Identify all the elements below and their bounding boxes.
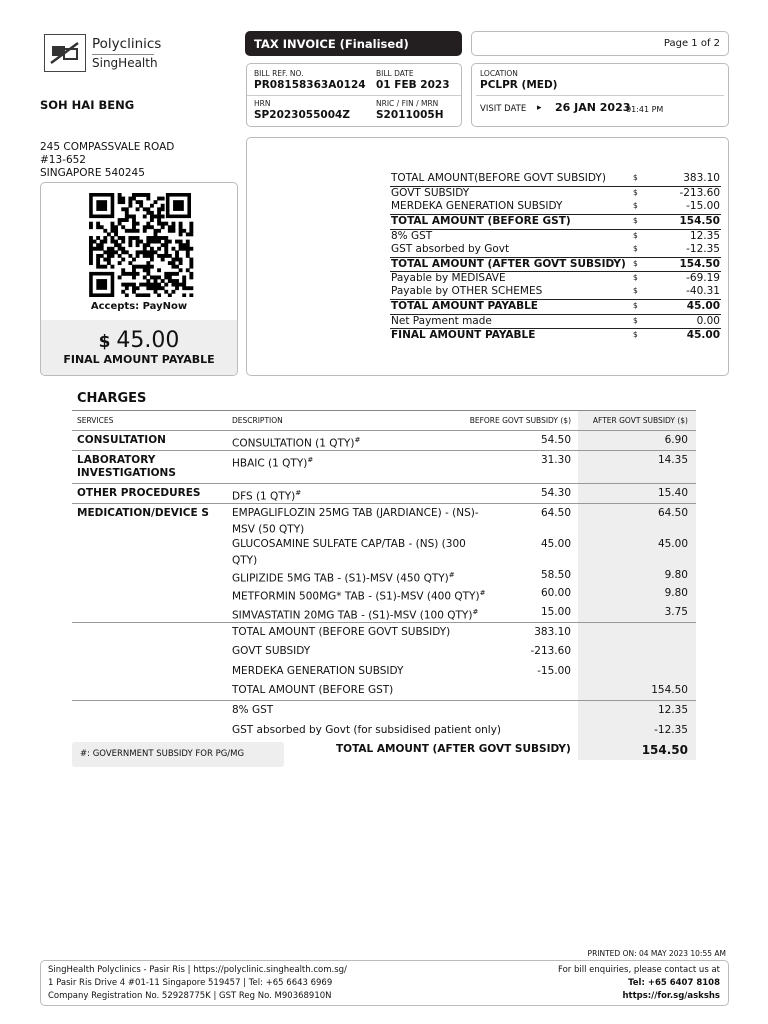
summary-label: Payable by OTHER SCHEMES — [391, 285, 543, 297]
charge-description-text: METFORMIN 500MG* TAB - (S1)-MSV (400 QTY) — [232, 590, 480, 603]
header-services: SERVICES — [77, 416, 114, 425]
summary-panel — [246, 137, 729, 376]
header-after-subsidy: AFTER GOVT SUBSIDY ($) — [592, 416, 688, 425]
nric-label: NRIC / FIN / MRN — [376, 99, 439, 108]
invoice-title: TAX INVOICE (Finalised) — [245, 31, 462, 56]
summary-currency: $ — [633, 188, 638, 197]
printed-on: PRINTED ON: 04 MAY 2023 10:55 AM — [587, 949, 726, 958]
charge-description — [232, 606, 487, 623]
logo-title: Polyclinics — [92, 36, 162, 52]
charge-after-subsidy: 6.90 — [664, 434, 688, 446]
charge-before-subsidy: 15.00 — [540, 606, 571, 618]
charge-description — [232, 507, 487, 537]
footer-enquiry-phone[interactable]: Tel: +65 6407 8108 — [628, 978, 720, 988]
totals-before: -15.00 — [537, 665, 571, 677]
service-category: OTHER PROCEDURES — [77, 487, 201, 499]
nric-value: S2011005H — [376, 109, 444, 121]
address-line-1: 245 COMPASSVALE ROAD — [40, 141, 175, 153]
summary-value: 45.00 — [686, 300, 720, 312]
summary-label: GOVT SUBSIDY — [391, 187, 470, 199]
gst-top-rule — [72, 700, 696, 701]
charge-description — [232, 454, 487, 471]
totals-label: GOVT SUBSIDY — [232, 645, 311, 657]
charge-after-subsidy: 14.35 — [657, 454, 688, 466]
summary-label: MERDEKA GENERATION SUBSIDY — [391, 200, 563, 212]
summary-row — [390, 285, 721, 299]
subsidy-mark: # — [354, 436, 361, 444]
summary-value: -15.00 — [686, 200, 720, 212]
summary-row — [390, 271, 721, 285]
footer-enquiry-link[interactable]: https://for.sg/askshs — [622, 991, 720, 1001]
footer-left-line-1: SingHealth Polyclinics - Pasir Ris | https://polyclinic.singhealth.com.sg/ — [48, 965, 347, 975]
summary-label: TOTAL AMOUNT(BEFORE GOVT SUBSIDY) — [391, 172, 606, 184]
footer-box — [40, 960, 729, 1006]
charge-after-subsidy: 15.40 — [657, 487, 688, 499]
summary-currency: $ — [633, 201, 638, 210]
charges-title: CHARGES — [77, 391, 147, 406]
bill-date-value: 01 FEB 2023 — [376, 79, 450, 91]
hrn-value: SP2023055004Z — [254, 109, 350, 121]
summary-value: 154.50 — [679, 215, 720, 227]
charge-after-subsidy: 45.00 — [657, 538, 688, 550]
bill-ref-value: PR08158363A0124 — [254, 79, 366, 91]
header-description: DESCRIPTION — [232, 416, 283, 425]
totals-before: 383.10 — [534, 626, 571, 638]
summary-label: Payable by MEDISAVE — [391, 272, 506, 284]
address-line-3: SINGAPORE 540245 — [40, 167, 145, 179]
currency-symbol: $ — [98, 332, 111, 352]
summary-label: 8% GST — [391, 230, 433, 242]
service-category: LABORATORY INVESTIGATIONS — [77, 454, 176, 479]
summary-currency: $ — [633, 301, 638, 310]
bill-ref-label: BILL REF. NO. — [254, 69, 304, 78]
charge-description-text: EMPAGLIFLOZIN 25MG TAB (JARDIANCE) - (NS)-MSV (50 QTY) — [232, 507, 479, 536]
summary-row — [390, 243, 721, 257]
summary-value: -12.35 — [686, 243, 720, 255]
summary-value: -213.60 — [679, 187, 720, 199]
summary-label: TOTAL AMOUNT (AFTER GOVT SUBSIDY) — [391, 258, 626, 270]
section-rule — [72, 450, 696, 451]
summary-currency: $ — [633, 330, 638, 339]
subsidy-mark: # — [472, 608, 479, 616]
summary-row — [390, 172, 721, 186]
service-category: CONSULTATION — [77, 434, 166, 446]
service-category: MEDICATION/DEVICE S — [77, 507, 209, 519]
totals-label: MERDEKA GENERATION SUBSIDY — [232, 665, 404, 677]
charge-description — [232, 587, 487, 604]
totals-label: TOTAL AMOUNT (BEFORE GST) — [232, 684, 394, 696]
location-label: LOCATION — [480, 69, 518, 78]
summary-currency: $ — [633, 244, 638, 253]
summary-label: Net Payment made — [391, 315, 492, 327]
summary-value: 383.10 — [683, 172, 720, 184]
summary-label: TOTAL AMOUNT PAYABLE — [391, 300, 538, 312]
charge-before-subsidy: 54.50 — [540, 434, 571, 446]
summary-currency: $ — [633, 216, 638, 225]
subsidy-mark: # — [448, 571, 455, 579]
section-rule — [72, 503, 696, 504]
gst-after: 12.35 — [657, 704, 688, 716]
section-rule — [72, 483, 696, 484]
subsidy-mark: # — [307, 456, 314, 464]
summary-currency: $ — [633, 231, 638, 240]
gst-label: 8% GST — [232, 704, 274, 716]
location-value: PCLPR (MED) — [480, 79, 558, 91]
footer-left-line-2: 1 Pasir Ris Drive 4 #01-11 Singapore 519457 | Tel: +65 6643 6969 — [48, 978, 333, 988]
charge-before-subsidy: 54.30 — [540, 487, 571, 499]
charge-after-subsidy: 3.75 — [664, 606, 688, 618]
footer-right-line-1: For bill enquiries, please contact us at — [558, 965, 720, 975]
summary-row — [390, 314, 721, 328]
page-indicator: Page 1 of 2 — [471, 31, 729, 56]
summary-label: GST absorbed by Govt — [391, 243, 510, 255]
charge-description — [232, 569, 487, 586]
charge-description-text: HBAIC (1 QTY) — [232, 457, 308, 470]
gst-label: GST absorbed by Govt (for subsidised patient only) — [232, 724, 502, 736]
summary-row — [390, 229, 721, 243]
charge-after-subsidy: 9.80 — [664, 587, 688, 599]
gst-after: -12.35 — [654, 724, 688, 736]
paynow-qr-code[interactable] — [87, 193, 195, 297]
final-amount-value — [41, 328, 237, 353]
hrn-label: HRN — [254, 99, 271, 108]
summary-row — [390, 328, 721, 342]
charge-description — [232, 538, 487, 568]
patient-name: SOH HAI BENG — [40, 98, 135, 112]
visit-arrow-icon: ▸ — [537, 103, 542, 113]
final-amount-number: 45.00 — [116, 328, 180, 353]
bill-info-panel — [246, 63, 462, 127]
bill-date-label: BILL DATE — [376, 69, 414, 78]
summary-row — [390, 186, 721, 200]
grand-total-value: 154.50 — [641, 743, 688, 757]
grand-total-label: TOTAL AMOUNT (AFTER GOVT SUBSIDY) — [336, 743, 571, 755]
summary-currency: $ — [633, 259, 638, 268]
paynow-panel — [40, 182, 238, 376]
charge-description-text: GLUCOSAMINE SULFATE CAP/TAB - (NS) (300 QTY) — [232, 538, 466, 567]
summary-row — [390, 299, 721, 313]
logo-subtitle: SingHealth — [92, 56, 158, 70]
charge-before-subsidy: 58.50 — [540, 569, 571, 581]
summary-currency: $ — [633, 316, 638, 325]
summary-row — [390, 200, 721, 214]
summary-label: TOTAL AMOUNT (BEFORE GST) — [391, 215, 571, 227]
summary-row — [390, 214, 721, 228]
charge-description-text: DFS (1 QTY) — [232, 490, 296, 503]
summary-value: -69.19 — [686, 272, 720, 284]
charge-after-subsidy: 9.80 — [664, 569, 688, 581]
summary-value: 45.00 — [686, 329, 720, 341]
charge-before-subsidy: 31.30 — [540, 454, 571, 466]
final-amount-box — [41, 320, 237, 376]
paynow-accepts-label: Accepts: PayNow — [90, 301, 188, 312]
charge-after-subsidy: 64.50 — [657, 507, 688, 519]
polyclinics-logo-icon — [44, 34, 86, 72]
charge-description-text: SIMVASTATIN 20MG TAB - (S1)-MSV (100 QTY) — [232, 609, 473, 622]
address-line-2: #13-652 — [40, 154, 86, 166]
final-amount-label: FINAL AMOUNT PAYABLE — [63, 353, 215, 366]
summary-currency: $ — [633, 273, 638, 282]
totals-after: 154.50 — [651, 684, 688, 696]
charge-description — [232, 487, 487, 504]
totals-before: -213.60 — [530, 645, 571, 657]
logo-divider — [92, 54, 154, 55]
totals-label: TOTAL AMOUNT (BEFORE GOVT SUBSIDY) — [232, 626, 451, 638]
charge-before-subsidy: 64.50 — [540, 507, 571, 519]
footer-left-line-3: Company Registration No. 52928775K | GST Reg No. M90368910N — [48, 991, 332, 1001]
charge-description — [232, 434, 487, 451]
visit-time-value: 01:41 PM — [626, 105, 664, 114]
location-panel-divider — [476, 95, 724, 96]
totals-top-rule — [72, 622, 696, 623]
charge-before-subsidy: 45.00 — [540, 538, 571, 550]
summary-value: -40.31 — [686, 285, 720, 297]
visit-date-value: 26 JAN 2023 — [555, 101, 631, 114]
footnote: #: GOVERNMENT SUBSIDY FOR PG/MG — [72, 742, 284, 767]
charge-before-subsidy: 60.00 — [540, 587, 571, 599]
location-panel — [471, 63, 729, 127]
bill-panel-divider — [247, 95, 461, 96]
summary-currency: $ — [633, 286, 638, 295]
header-before-subsidy: BEFORE GOVT SUBSIDY ($) — [469, 416, 571, 425]
summary-value: 154.50 — [679, 258, 720, 270]
summary-currency: $ — [633, 173, 638, 182]
summary-value: 0.00 — [696, 315, 720, 327]
charge-description-text: GLIPIZIDE 5MG TAB - (S1)-MSV (450 QTY) — [232, 572, 449, 585]
visit-date-label: VISIT DATE — [480, 104, 527, 114]
summary-label: FINAL AMOUNT PAYABLE — [391, 329, 536, 341]
subsidy-mark: # — [479, 589, 486, 597]
summary-row — [390, 257, 721, 271]
charge-description-text: CONSULTATION (1 QTY) — [232, 437, 355, 450]
summary-value: 12.35 — [689, 230, 720, 242]
subsidy-mark: # — [295, 489, 302, 497]
